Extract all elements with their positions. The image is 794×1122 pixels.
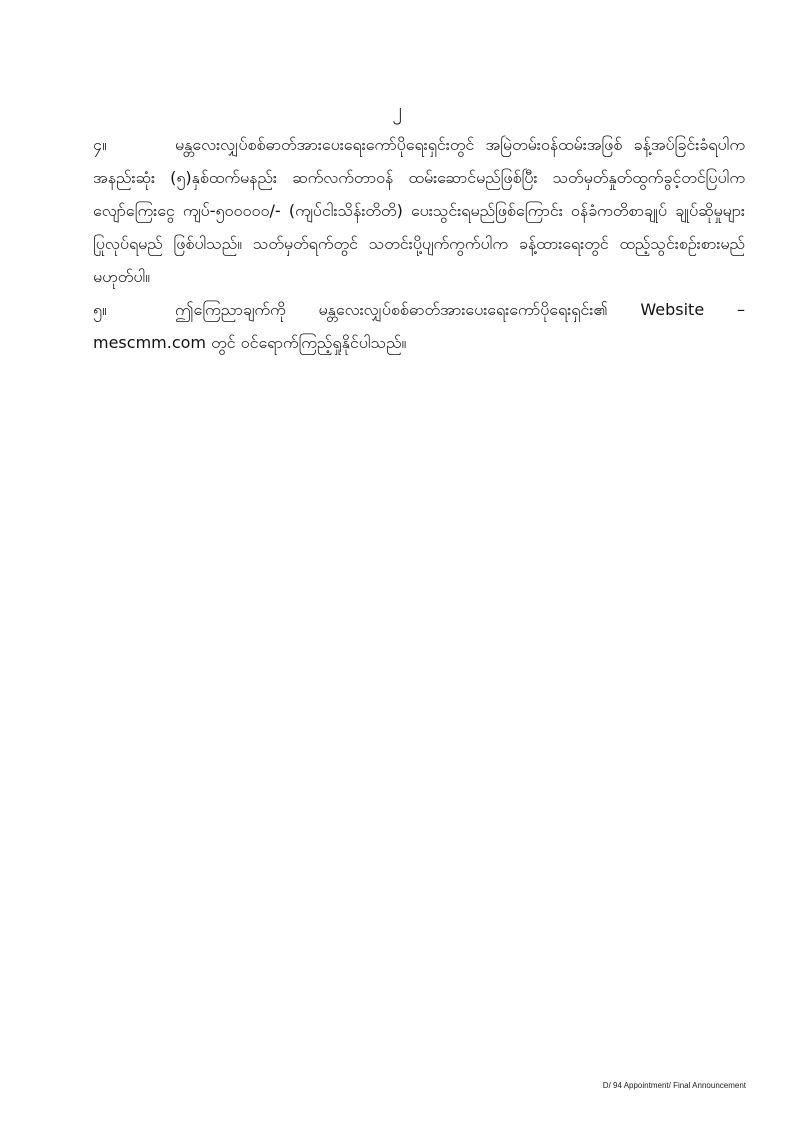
footer-reference: D/ 94 Appointment/ Final Announcement [602, 1081, 746, 1090]
paragraph-text: မန္တလေးလျှပ်စစ်ဓာတ်အားပေးရေးကော်ပိုရေးရှင်းတွင် အမြဲတမ်းဝန်ထမ်းအဖြစ် ခန့်အပ်ခြင်းခံရပါက အနည်းဆုံး (၅)နှစ်ထက်မနည်း ဆက်လက်တာဝန် ထမ်းဆောင်မည်ဖြစ်ပြီး သတ်မှတ်နှုတ်ထွက်ခွင့်တင်ပြပါက လျော်ကြေးငွေ ကျပ်-၅၀၀၀၀၀/- (ကျပ်ငါးသိန်းတိတိ) ပေးသွင်းရမည်ဖြစ်ကြောင်း ဝန်ခံကတိစာချုပ် ချုပ်ဆိုမှုများ ပြုလုပ်ရမည် ဖြစ်ပါသည်။ သတ်မှတ်ရက်တွင် သတင်းပို့ပျက်ကွက်ပါက ခန့်ထားရေးတွင် ထည့်သွင်းစဉ်းစားမည် မဟုတ်ပါ။ [93, 135, 745, 286]
paragraph-4 [93, 128, 745, 293]
paragraph-number: ၅။ [93, 300, 107, 319]
paragraph-text: ဤကြေညာချက်ကို မန္တလေးလျှပ်စစ်ဓာတ်အားပေးရေးကော်ပိုရေးရှင်း၏ Website – mescmm.com တွင် ဝင်ရောက်ကြည့်ရှုနိုင်ပါသည်။ [93, 300, 745, 352]
document-body [93, 128, 745, 359]
paragraph-number: ၄။ [93, 135, 107, 154]
page-number: ၂ [392, 99, 402, 121]
paragraph-5 [93, 293, 745, 359]
